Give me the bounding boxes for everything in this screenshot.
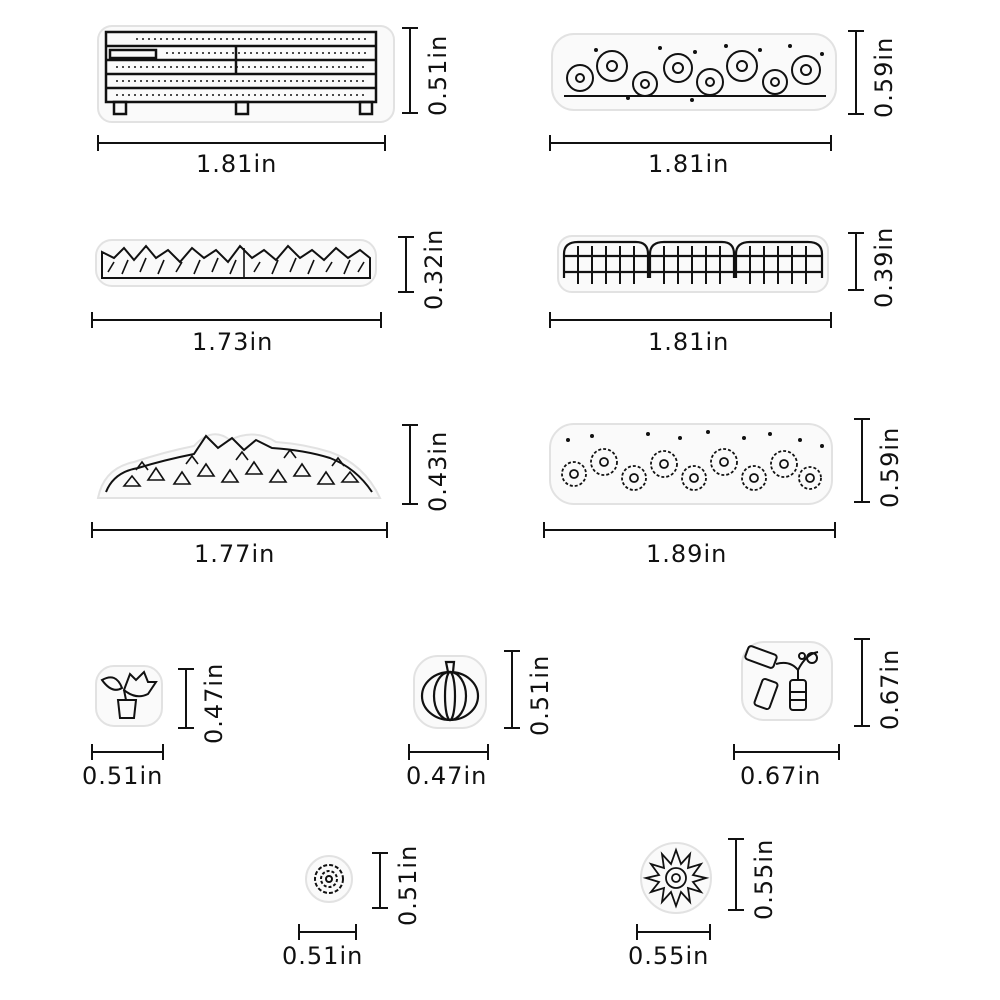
height-dimension-line — [848, 30, 864, 116]
fence-stamp — [96, 24, 396, 124]
height-dimension-line — [728, 838, 744, 912]
height-dimension-line — [372, 852, 388, 910]
height-label: 0.39in — [870, 226, 898, 308]
width-label: 1.81in — [196, 150, 278, 178]
width-label: 1.89in — [646, 540, 728, 568]
height-label: 0.43in — [424, 430, 452, 512]
width-dimension-line — [636, 924, 712, 940]
width-dimension-line — [298, 924, 358, 940]
width-label: 0.67in — [740, 762, 822, 790]
height-label: 0.51in — [394, 844, 422, 926]
sunflower-stamp — [638, 840, 714, 916]
width-dimension-line — [543, 522, 837, 538]
width-label: 1.81in — [648, 150, 730, 178]
height-label: 0.47in — [200, 662, 228, 744]
daisy-border-stamp — [548, 420, 834, 506]
leaf-pile-stamp — [94, 422, 384, 504]
pumpkin-stamp — [412, 654, 488, 730]
width-dimension-line — [549, 312, 833, 328]
seed-packets-stamp — [740, 640, 834, 722]
height-dimension-line — [848, 232, 864, 292]
width-label: 0.55in — [628, 942, 710, 970]
height-label: 0.59in — [876, 426, 904, 508]
height-dimension-line — [402, 424, 418, 506]
flower-border-stamp — [550, 26, 840, 116]
width-dimension-line — [408, 744, 490, 760]
potted-leaf-stamp — [94, 664, 164, 728]
width-dimension-line — [549, 135, 833, 151]
height-label: 0.55in — [750, 838, 778, 920]
height-dimension-line — [402, 27, 418, 115]
width-label: 1.73in — [192, 328, 274, 356]
height-dimension-line — [854, 638, 870, 728]
height-dimension-line — [854, 418, 870, 504]
height-label: 0.67in — [876, 648, 904, 730]
arched-fence-stamp — [556, 234, 830, 294]
height-dimension-line — [504, 650, 520, 730]
width-label: 0.51in — [282, 942, 364, 970]
height-dimension-line — [178, 668, 194, 730]
height-label: 0.32in — [420, 228, 448, 310]
width-label: 1.81in — [648, 328, 730, 356]
width-label: 0.51in — [82, 762, 164, 790]
width-dimension-line — [733, 744, 841, 760]
height-label: 0.51in — [424, 34, 452, 116]
width-dimension-line — [91, 312, 383, 328]
height-label: 0.51in — [526, 654, 554, 736]
width-label: 0.47in — [406, 762, 488, 790]
height-dimension-line — [398, 236, 414, 294]
width-dimension-line — [91, 744, 165, 760]
small-flower-stamp — [304, 854, 354, 904]
width-label: 1.77in — [194, 540, 276, 568]
height-label: 0.59in — [870, 36, 898, 118]
grass-border-stamp — [94, 238, 379, 288]
width-dimension-line — [97, 135, 387, 151]
width-dimension-line — [91, 522, 389, 538]
